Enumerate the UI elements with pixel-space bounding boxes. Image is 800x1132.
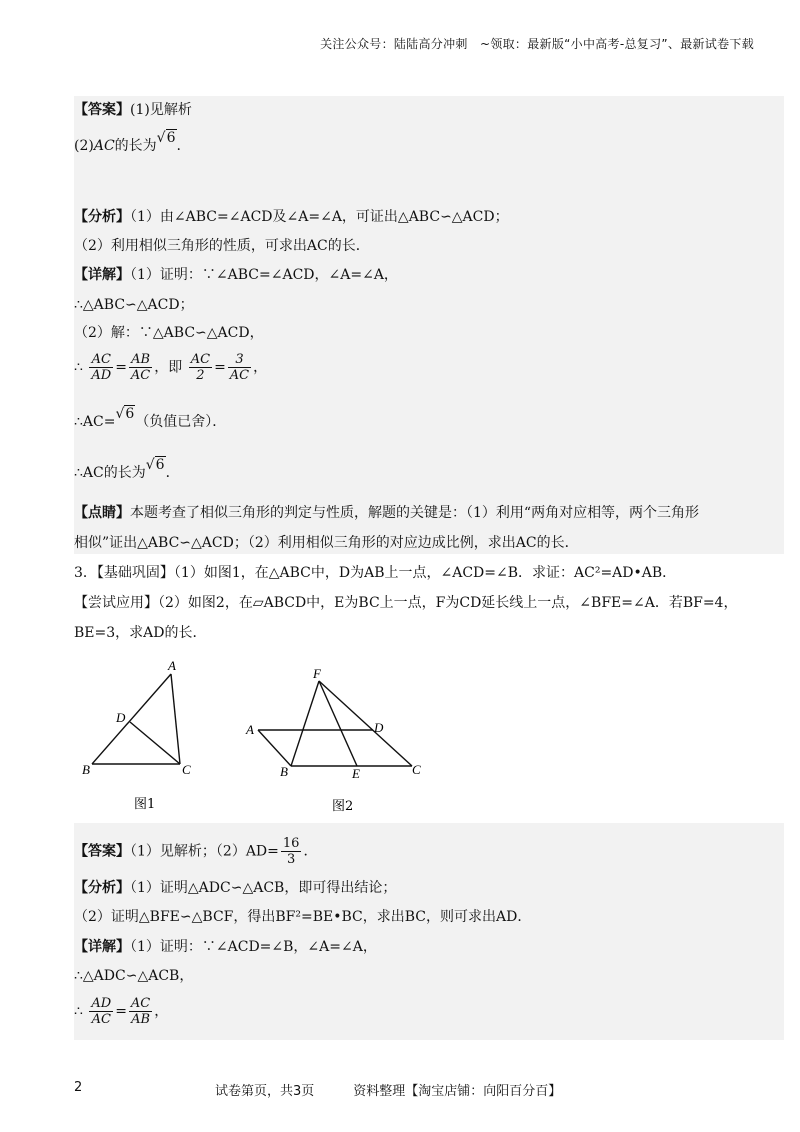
sqrt-6: √6: [156, 130, 176, 146]
analysis-label: 【分析】: [74, 209, 130, 225]
sqrt-6: √6: [115, 406, 135, 422]
detail2-line-2: ∴△ADC∽△ACB，: [74, 968, 194, 984]
label-A: A: [168, 658, 176, 673]
label-E: E: [352, 766, 360, 781]
page-number: 2: [74, 1080, 83, 1095]
edge-AC: [171, 674, 180, 764]
analysis-line-2: （2）利用相似三角形的性质，可求出AC的长．: [74, 238, 370, 254]
detail-line-2: ∴△ABC∽△ACD；: [74, 297, 194, 313]
label-F: F: [313, 666, 321, 681]
detail-line-5: ∴AC=√6（负值已舍）．: [74, 406, 227, 430]
question-3-line-1: 3．【基础巩固】（1）如图1，在△ABC中，D为AB上一点，∠ACD=∠B．求证：AC²=AD•AB．: [74, 565, 677, 581]
analysis2-line-2: （2）证明△BFE∽△BCF，得出BF²=BE•BC，求出BC，则可求出AD．: [74, 909, 532, 925]
detail-line-4: ∴ $\frac{AC}{AD}$ = $\frac{AB}{AC}$ ，即 $\frac{AC}{2}$ = $\frac{3}{AC}$ ，: [74, 352, 268, 383]
analysis-label: 【分析】: [74, 880, 130, 896]
figure-1-caption: 图1: [134, 797, 156, 812]
detail2-line-1: 【详解】（1）证明：∵∠ACD=∠B，∠A=∠A，: [74, 939, 377, 955]
answer2-line: 【答案】（1）见解析；（2）AD= $\frac{16}{3}$ ．: [74, 836, 318, 867]
label-D: D: [116, 710, 126, 725]
answer-label: 【答案】: [74, 102, 130, 118]
label-C: C: [412, 762, 421, 777]
answer-line-2: (2)AC的长为√6.: [74, 130, 181, 154]
detail-line-6: ∴AC的长为√6．: [74, 457, 180, 481]
segment-CD: [130, 722, 180, 764]
comment-label: 【点睛】: [74, 505, 130, 521]
label-B: B: [280, 764, 288, 779]
detail-line-1: 【详解】（1）证明：∵∠ABC=∠ACD，∠A=∠A，: [74, 267, 398, 283]
label-D: D: [374, 720, 384, 735]
detail2-line-3: ∴ $\frac{AD}{AC}$ = $\frac{AC}{AB}$ ，: [74, 996, 169, 1027]
figure-2: [240, 666, 430, 818]
question-3-line-3: BE=3，求AD的长．: [74, 625, 207, 641]
answer-label: 【答案】: [74, 843, 130, 860]
fraction: $\frac{16}{3}$: [282, 836, 300, 867]
fraction: $\frac{AD}{AC}$: [91, 996, 112, 1027]
label-B: B: [82, 762, 90, 777]
label-C: C: [182, 762, 191, 777]
question-3-line-2: 【尝试应用】（2）如图2，在▱ABCD中，E为BC上一点，F为CD延长线上一点，∠BFE=∠A．若BF=4，: [74, 595, 738, 611]
analysis-line-1: 【分析】（1）由∠ABC=∠ACD及∠A=∠A，可证出△ABC∽△ACD；: [74, 209, 509, 225]
answer-line-1: 【答案】(1)见解析: [74, 102, 192, 118]
edge-AB: [92, 674, 171, 764]
fraction: $\frac{3}{AC}$: [229, 352, 250, 383]
figure-1: [76, 656, 216, 818]
label-A: A: [246, 722, 254, 737]
comment-line-1: 【点睛】本题考查了相似三角形的判定与性质，解题的关键是：（1）利用“两角对应相等，两个三角形: [74, 505, 700, 521]
detail-label: 【详解】: [74, 939, 130, 955]
page-footer: 试卷第页，共3页 资料整理【淘宝店铺：向阳百分百】: [215, 1084, 562, 1099]
segment-FB: [291, 681, 319, 766]
figure-2-caption: 图2: [332, 799, 354, 814]
page-header: 关注公众号：陆陆高分冲刺 ~领取：最新版“小中高考-总复习”、最新试卷下载: [320, 37, 754, 51]
analysis2-line-1: 【分析】（1）证明△ADC∽△ACB，即可得出结论；: [74, 880, 397, 896]
segment-FE: [319, 681, 357, 766]
fraction: $\frac{AB}{AC}$: [130, 352, 151, 383]
segment-FC: [319, 681, 412, 766]
fraction: $\frac{AC}{AB}$: [130, 996, 151, 1027]
fraction: $\frac{AC}{AD}$: [91, 352, 112, 383]
sqrt-6: √6: [145, 457, 165, 473]
comment-line-2: 相似”证出△ABC∽△ACD；（2）利用相似三角形的对应边成比例，求出AC的长．: [74, 535, 579, 551]
edge-AB: [258, 730, 291, 766]
fraction: $\frac{AC}{2}$: [190, 352, 211, 383]
detail-label: 【详解】: [74, 267, 130, 283]
detail-line-3: （2）解：∵△ABC∽△ACD，: [74, 325, 264, 341]
